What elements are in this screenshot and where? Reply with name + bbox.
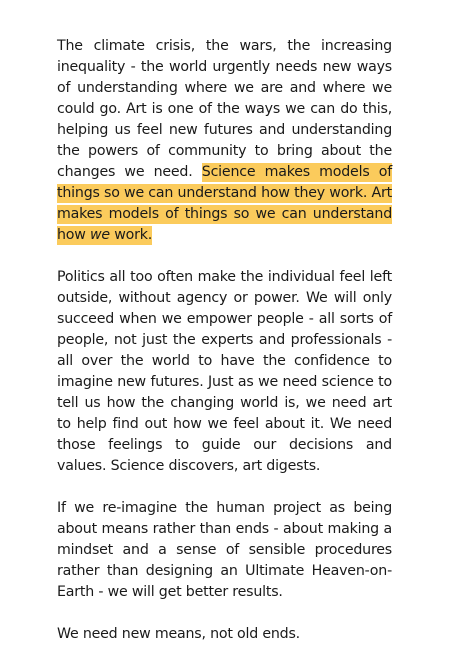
highlighted-text-part-2: work. [109,227,153,243]
paragraph-3: If we re-imagine the human project as being about means rather than ends - about making a mindset and a sense of sensible procedures rather than designing an Ultimate Heaven-on-Earth - we will get better results. [57,500,392,600]
paragraph-4: We need new means, not old ends. [57,626,300,642]
paragraph-2: Politics all too often make the individual feel left outside, without agency or power. We will only succeed when we empower people - all sorts of people, not just the experts and professionals - all over the world to have the confidence to imagine new futures. Just as we need science to tell us how the changing world is, we need art to help find out how we feel about it. We need those feelings to guide our decisions and values. Science discovers, art digests. [57,269,392,474]
paragraph-1-text: The climate crisis, the wars, the increasing inequality - the world urgently needs new ways of understanding where we are and where we could go. Art is one of the ways we can do this, helping us feel new futures and understanding the powers of community to bring about the changes we need. [57,38,392,180]
emphasis-we: we [90,227,110,243]
document-body [57,36,392,666]
highlighted-text-part-1: Science makes models of things so we can understand how they work. Art makes models of things so we can understand how [57,164,393,243]
paragraph-1 [57,36,392,246]
